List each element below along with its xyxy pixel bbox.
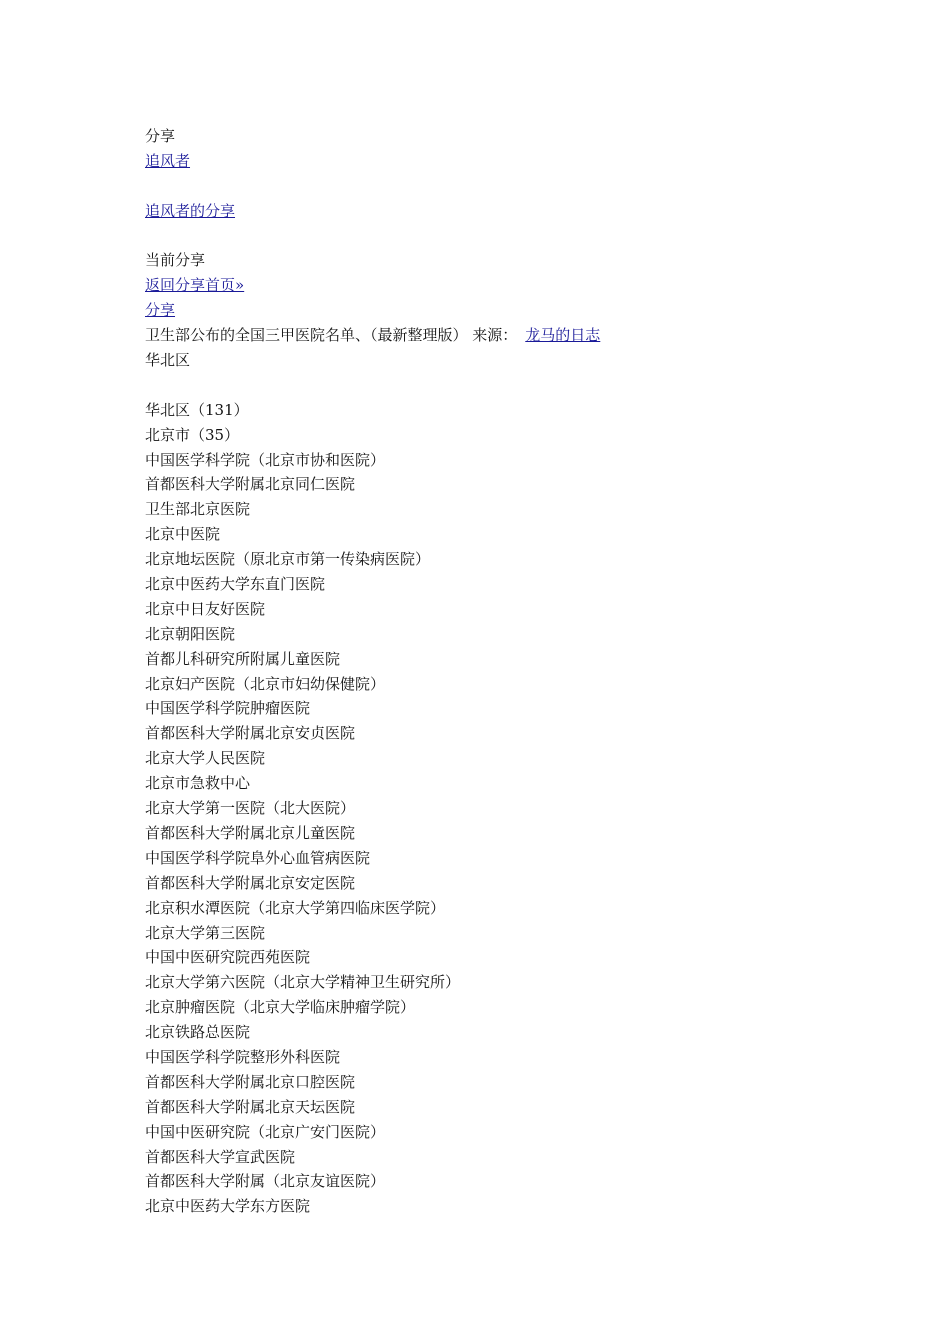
- region-count-line: 华北区（131）: [145, 400, 249, 419]
- list-item: 北京地坛医院（原北京市第一传染病医院）: [145, 550, 431, 569]
- author-share-link[interactable]: 追风者的分享: [145, 201, 236, 220]
- list-item: 北京大学第三医院: [145, 923, 266, 942]
- list-item: 首都医科大学附属（北京友谊医院）: [145, 1172, 386, 1191]
- list-item: 北京中医药大学东直门医院: [145, 575, 326, 594]
- current-share-label: 当前分享: [145, 251, 206, 270]
- list-item: 首都医科大学附属北京同仁医院: [145, 475, 356, 494]
- list-item: 首都医科大学附属北京安贞医院: [145, 724, 356, 743]
- list-item: 首都医科大学宣武医院: [145, 1147, 296, 1166]
- list-item: 首都儿科研究所附属儿童医院: [145, 649, 341, 668]
- list-item: 北京朝阳医院: [145, 624, 236, 643]
- author-share-line: [145, 199, 905, 224]
- list-item: 北京大学人民医院: [145, 749, 266, 768]
- list-item: 北京中医院: [145, 525, 221, 544]
- back-to-share-home-link[interactable]: 返回分享首页»: [145, 276, 245, 295]
- share-link-line: [145, 298, 905, 323]
- share-link[interactable]: 分享: [145, 301, 176, 320]
- back-line: [145, 273, 905, 298]
- list-item: 北京积水潭医院（北京大学第四临床医学院）: [145, 898, 446, 917]
- article-title: 卫生部公布的全国三甲医院名单、（最新整理版） 来源：: [145, 326, 518, 345]
- share-label: 分享: [145, 127, 176, 145]
- article-title-line: [145, 323, 905, 348]
- list-item: 北京中日友好医院: [145, 599, 266, 618]
- list-item: 北京市急救中心: [145, 774, 251, 793]
- list-item: 中国医学科学院整形外科医院: [145, 1047, 341, 1066]
- spacer: [145, 224, 905, 249]
- hospital-list: [145, 448, 905, 1220]
- source-link[interactable]: 龙马的日志: [525, 326, 601, 345]
- city-line: 北京市（35）: [145, 425, 240, 444]
- list-item: 中国医学科学院阜外心血管病医院: [145, 848, 371, 867]
- list-item: 卫生部北京医院: [145, 500, 251, 519]
- list-item: 北京铁路总医院: [145, 1023, 251, 1042]
- list-item: 北京中医药大学东方医院: [145, 1197, 311, 1216]
- list-item: 中国中医研究院（北京广安门医院）: [145, 1122, 386, 1141]
- list-item: 首都医科大学附属北京儿童医院: [145, 823, 356, 842]
- author-link[interactable]: 追风者: [145, 151, 191, 170]
- list-item: 北京妇产医院（北京市妇幼保健院）: [145, 674, 386, 693]
- region-heading: 华北区: [145, 351, 191, 370]
- spacer: [145, 174, 905, 199]
- list-item: 首都医科大学附属北京口腔医院: [145, 1072, 356, 1091]
- list-item: 中国医学科学院肿瘤医院: [145, 699, 311, 718]
- list-item: 首都医科大学附属北京天坛医院: [145, 1097, 356, 1116]
- document-content: [145, 124, 905, 1219]
- list-item: 中国中医研究院西苑医院: [145, 948, 311, 967]
- spacer: [145, 373, 905, 398]
- list-item: 中国医学科学院（北京市协和医院）: [145, 450, 386, 469]
- list-item: 北京大学第六医院（北京大学精神卫生研究所）: [145, 973, 461, 992]
- list-item: 北京肿瘤医院（北京大学临床肿瘤学院）: [145, 998, 416, 1017]
- list-item: 北京大学第一医院（北大医院）: [145, 799, 356, 818]
- list-item: 首都医科大学附属北京安定医院: [145, 873, 356, 892]
- author-line: [145, 149, 905, 174]
